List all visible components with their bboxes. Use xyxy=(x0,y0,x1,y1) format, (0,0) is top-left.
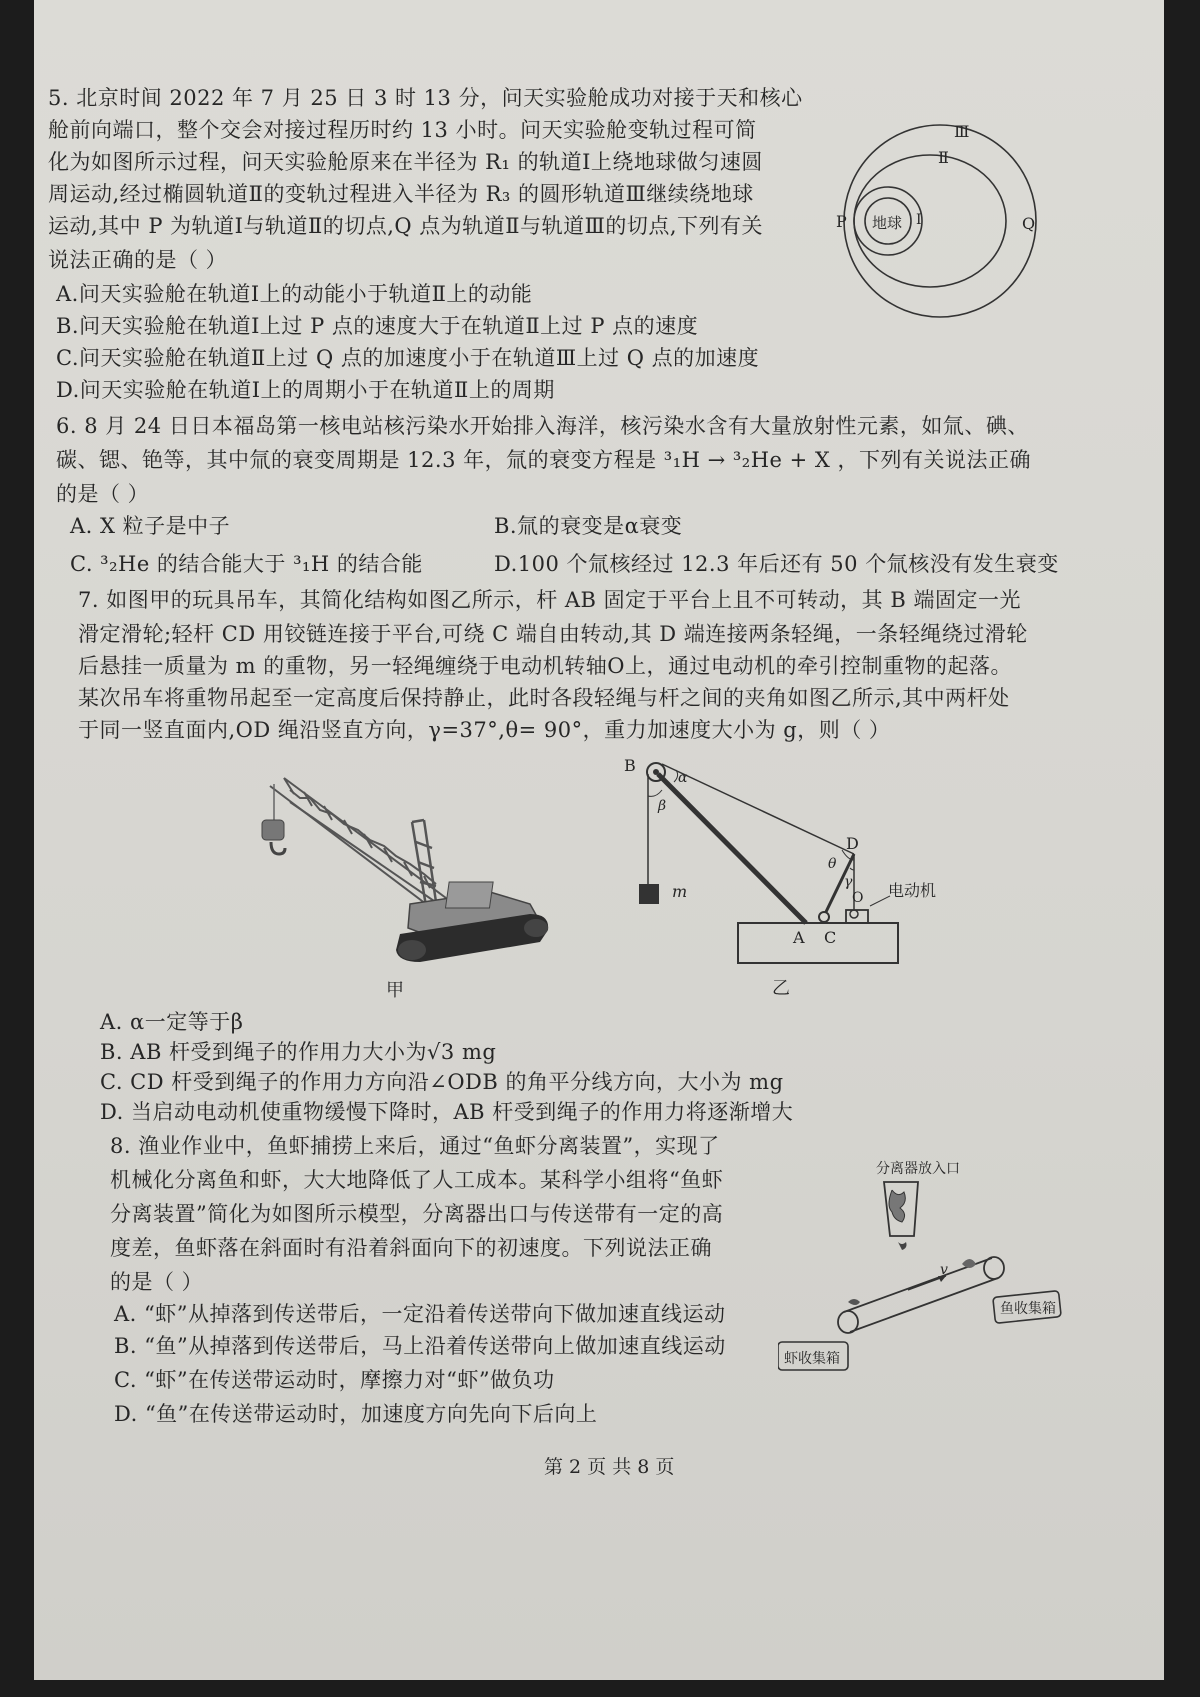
q6-option-a: A. X 粒子是中子 xyxy=(70,514,231,538)
q6-line-3: 的是（ ） xyxy=(56,482,150,506)
q7-line-4: 某次吊车将重物吊起至一定高度后保持静止，此时各段轻绳与杆之间的夹角如图乙所示,其中两杆处 xyxy=(78,686,1010,710)
label-gamma: γ xyxy=(844,874,853,890)
shrimp-box-label: 虾收集箱 xyxy=(784,1351,840,1367)
q7-option-a: A. α一定等于β xyxy=(100,1010,244,1034)
label-b: B xyxy=(624,756,636,775)
q7-option-b: B. AB 杆受到绳子的作用力大小为√3 mg xyxy=(100,1040,497,1064)
q5-option-a: A.问天实验舱在轨道Ⅰ上的动能小于轨道Ⅱ上的动能 xyxy=(56,282,533,306)
crane-structure-diagram xyxy=(624,756,958,966)
q6-option-c: C. ³₂He 的结合能大于 ³₁H 的结合能 xyxy=(70,552,423,576)
fish-shrimp-separator-diagram xyxy=(778,1154,1068,1384)
q6-line-2: 碳、锶、铯等，其中氚的衰变周期是 12.3 年，氚的衰变方程是 ³₁H → ³₂He + X ，下列有关说法正确 xyxy=(56,448,1032,472)
exam-page xyxy=(34,0,1164,1680)
q8-option-b: B. “鱼”从掉落到传送带后，马上沿着传送带向上做加速直线运动 xyxy=(114,1334,726,1358)
label-theta: θ xyxy=(828,856,837,872)
q7-line-2: 滑定滑轮;轻杆 CD 用铰链连接于平台,可绕 C 端自由转动,其 D 端连接两条轻绳，一条轻绳绕过滑轮 xyxy=(78,622,1028,646)
q5-line-5: 运动,其中 P 为轨道Ⅰ与轨道Ⅱ的切点,Q 点为轨道Ⅱ与轨道Ⅲ的切点,下列有关 xyxy=(48,214,763,238)
earth-label: 地球 xyxy=(872,214,903,232)
q8-option-d: D. “鱼”在传送带运动时，加速度方向先向下后向上 xyxy=(114,1402,598,1426)
point-p-label: P xyxy=(836,212,847,231)
q6-option-b: B.氚的衰变是α衰变 xyxy=(494,514,683,538)
label-alpha: α xyxy=(678,770,688,786)
figure-yi-caption: 乙 xyxy=(772,978,790,999)
label-o: O xyxy=(852,890,864,906)
q5-line-3: 化为如图所示过程，问天实验舱原来在半径为 R₁ 的轨道Ⅰ上绕地球做匀速圆 xyxy=(48,150,763,174)
q5-option-b: B.问天实验舱在轨道Ⅰ上过 P 点的速度大于在轨道Ⅱ上过 P 点的速度 xyxy=(56,314,699,338)
q8-line-5: 的是（ ） xyxy=(110,1270,204,1294)
q5-option-d: D.问天实验舱在轨道Ⅰ上的周期小于在轨道Ⅱ上的周期 xyxy=(56,378,555,402)
q6-line-1: 6. 8 月 24 日日本福岛第一核电站核污染水开始排入海洋，核污染水含有大量放射性元素，如氚、碘、 xyxy=(56,414,1029,438)
fish-box-label: 鱼收集箱 xyxy=(1000,1301,1056,1317)
orbit-2-label: Ⅱ xyxy=(938,148,949,167)
q5-line-1: 5. 北京时间 2022 年 7 月 25 日 3 时 13 分，问天实验舱成功对接于天和核心 xyxy=(48,86,803,110)
q8-option-a: A. “虾”从掉落到传送带后，一定沿着传送带向下做加速直线运动 xyxy=(114,1302,726,1326)
point-q-label: Q xyxy=(1022,214,1036,233)
q8-line-4: 度差，鱼虾落在斜面时有沿着斜面向下的初速度。下列说法正确 xyxy=(110,1236,712,1260)
inlet-label: 分离器放入口 xyxy=(876,1161,960,1177)
label-a: A xyxy=(793,928,805,947)
orbit-1-label: Ⅰ xyxy=(916,212,922,228)
page-number: 第 2 页 共 8 页 xyxy=(544,1456,675,1478)
q7-line-5: 于同一竖直面内,OD 绳沿竖直方向，γ=37°,θ= 90°，重力加速度大小为 g，则（ ） xyxy=(78,718,891,742)
q6-option-d: D.100 个氚核经过 12.3 年后还有 50 个氚核没有发生衰变 xyxy=(494,552,1059,576)
orbit-3-label: Ⅲ xyxy=(954,122,970,141)
q8-line-1: 8. 渔业作业中，鱼虾捕捞上来后，通过“鱼虾分离装置”，实现了 xyxy=(110,1134,720,1158)
label-c: C xyxy=(824,928,837,947)
q7-line-1: 7. 如图甲的玩具吊车，其简化结构如图乙所示，杆 AB 固定于平台上且不可转动，其 B 端固定一光 xyxy=(78,588,1021,612)
q8-line-2: 机械化分离鱼和虾，大大地降低了人工成本。某科学小组将“鱼虾 xyxy=(110,1168,724,1192)
q7-option-c: C. CD 杆受到绳子的作用力方向沿∠ODB 的角平分线方向，大小为 mg xyxy=(100,1070,784,1094)
q5-line-2: 舱前向端口，整个交会对接过程历时约 13 小时。问天实验舱变轨过程可简 xyxy=(48,118,757,142)
q7-line-3: 后悬挂一质量为 m 的重物，另一轻绳缠绕于电动机转轴O上，通过电动机的牵引控制重物的起落。 xyxy=(78,654,1012,678)
label-d: D xyxy=(846,834,859,853)
figure-jia-caption: 甲 xyxy=(386,980,404,1001)
velocity-label: v xyxy=(940,1262,948,1278)
q5-line-6: 说法正确的是（ ） xyxy=(48,248,228,272)
q8-option-c: C. “虾”在传送带运动时，摩擦力对“虾”做负功 xyxy=(114,1368,555,1392)
label-motor: 电动机 xyxy=(888,881,937,900)
q5-line-4: 周运动,经过椭圆轨道Ⅱ的变轨过程进入半径为 R₃ 的圆形轨道Ⅲ继续绕地球 xyxy=(48,182,754,206)
toy-crane-image xyxy=(240,762,570,972)
orbit-diagram xyxy=(824,118,1054,318)
label-beta: β xyxy=(658,798,667,814)
q7-option-d: D. 当启动电动机使重物缓慢下降时，AB 杆受到绳子的作用力将逐渐增大 xyxy=(100,1100,794,1124)
q8-line-3: 分离装置”简化为如图所示模型，分离器出口与传送带有一定的高 xyxy=(110,1202,724,1226)
label-m: m xyxy=(672,882,688,901)
q5-option-c: C.问天实验舱在轨道Ⅱ上过 Q 点的加速度小于在轨道Ⅲ上过 Q 点的加速度 xyxy=(56,346,760,370)
